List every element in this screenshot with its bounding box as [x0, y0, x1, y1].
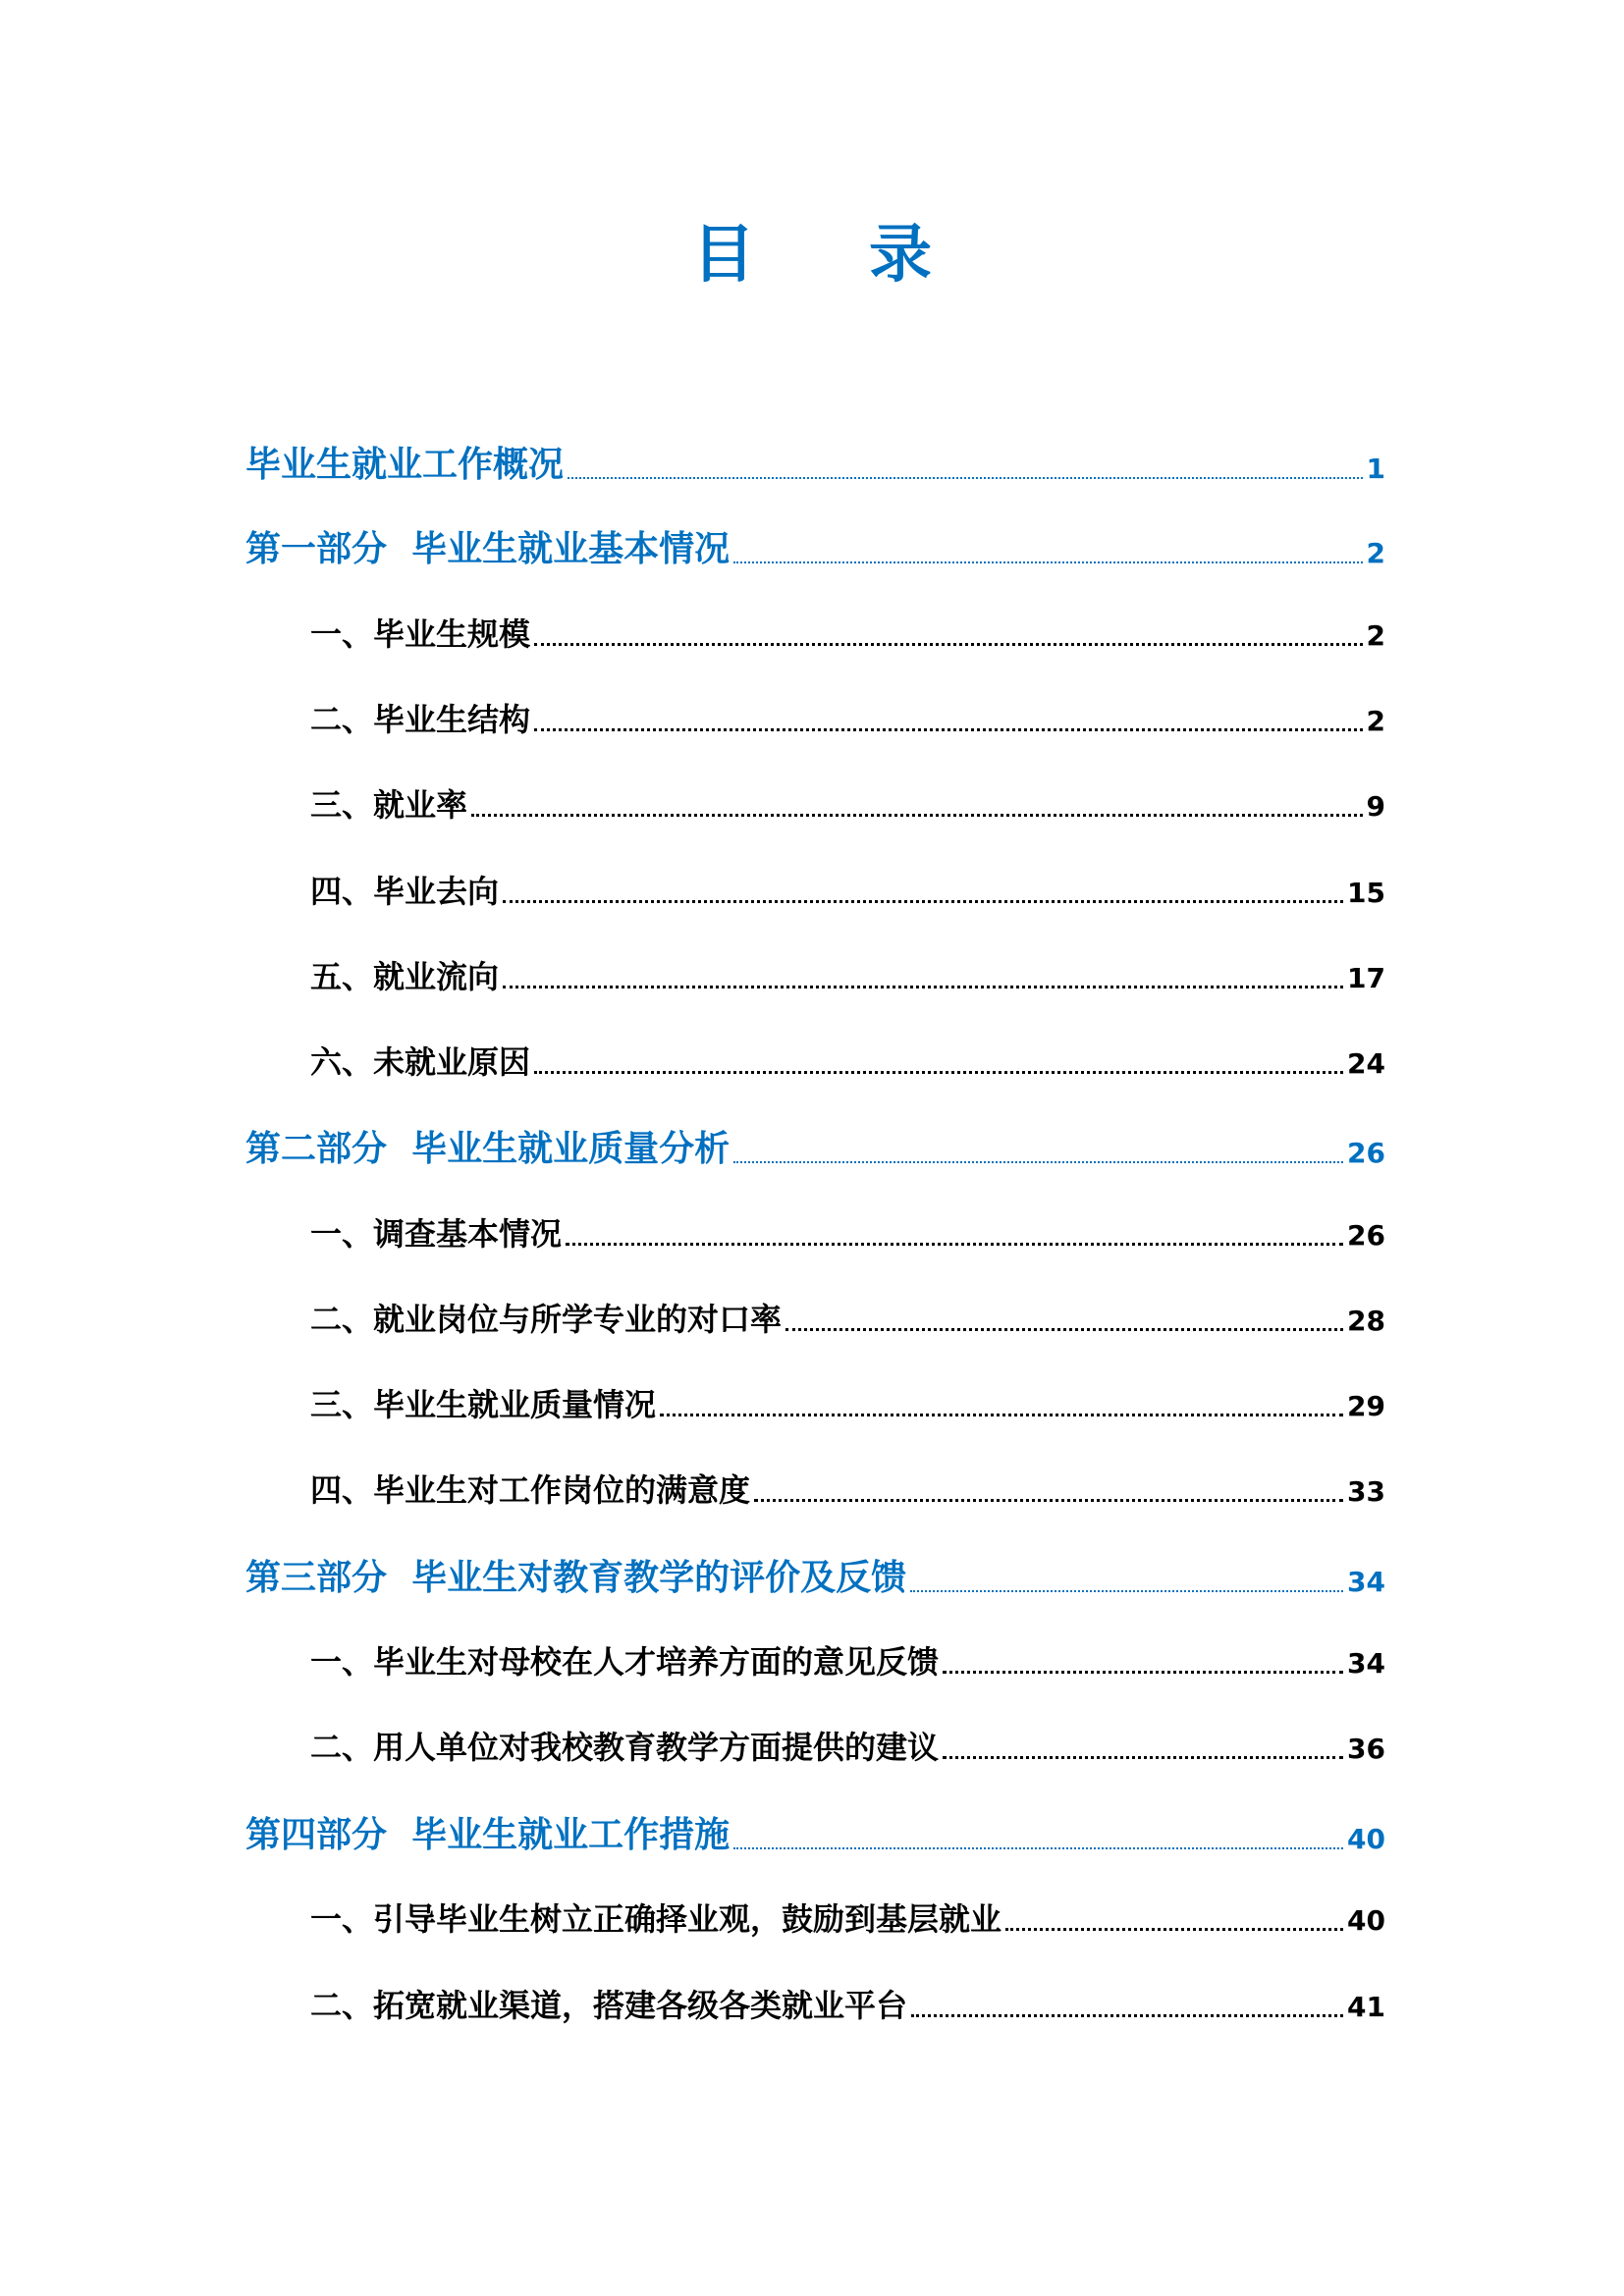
toc-dot-leader [911, 2014, 1343, 2017]
toc-entry-label: 第一部分 毕业生就业基本情况 [245, 529, 731, 569]
toc-entry-label: 一、引导毕业生树立正确择业观，鼓励到基层就业 [310, 1900, 1002, 1938]
toc-entry-section[interactable] [245, 1120, 1385, 1169]
toc-page-number: 2 [1366, 705, 1385, 737]
toc-entry-subsection[interactable] [310, 1980, 1385, 2023]
toc-entry-subsection[interactable] [310, 1465, 1385, 1508]
toc-page-number: 36 [1347, 1733, 1385, 1765]
toc-entry-subsection[interactable] [310, 1294, 1385, 1337]
toc-dot-leader [910, 1590, 1343, 1592]
toc-entry-label: 五、就业流向 [310, 958, 500, 995]
toc-dot-leader [503, 986, 1343, 988]
toc-entry-subsection[interactable] [310, 609, 1385, 652]
toc-page-number: 17 [1347, 962, 1385, 994]
toc-dot-leader [566, 1243, 1343, 1246]
toc-entry-label: 四、毕业去向 [310, 873, 500, 910]
toc-entry-label: 二、毕业生结构 [310, 701, 531, 738]
toc-entry-subsection[interactable] [310, 951, 1385, 994]
toc-entry-subsection[interactable] [310, 1208, 1385, 1252]
toc-entry-subsection[interactable] [310, 1894, 1385, 1937]
toc-page-number: 15 [1347, 877, 1385, 909]
toc-dot-leader [785, 1328, 1343, 1331]
toc-dot-leader [943, 1756, 1343, 1759]
toc-dot-leader [471, 814, 1363, 817]
toc-dot-leader [534, 643, 1363, 646]
toc-dot-leader [733, 1847, 1343, 1849]
toc-entry-subsection[interactable] [310, 1379, 1385, 1422]
toc-entry-subsection[interactable] [310, 1722, 1385, 1765]
toc-page-number: 1 [1366, 453, 1385, 485]
toc-page-number: 34 [1347, 1566, 1385, 1598]
toc-page-number: 40 [1347, 1823, 1385, 1855]
toc-dot-leader [568, 477, 1363, 479]
toc-entry-label: 四、毕业生对工作岗位的满意度 [310, 1471, 751, 1509]
toc-entry-label: 三、毕业生就业质量情况 [310, 1386, 657, 1423]
toc-entry-section[interactable] [245, 1549, 1385, 1598]
toc-entry-section[interactable] [245, 436, 1385, 485]
toc-entry-subsection[interactable] [310, 1636, 1385, 1680]
toc-entry-label: 第四部分 毕业生就业工作措施 [245, 1815, 731, 1855]
toc-page-number: 24 [1347, 1047, 1385, 1080]
toc-entry-section[interactable] [245, 1806, 1385, 1855]
toc-entry-subsection[interactable] [310, 1037, 1385, 1080]
toc-entry-label: 二、拓宽就业渠道，搭建各级各类就业平台 [310, 1987, 908, 2024]
toc-entry-label: 二、用人单位对我校教育教学方面提供的建议 [310, 1729, 940, 1766]
toc-entry-label: 一、调查基本情况 [310, 1215, 563, 1253]
toc-entry-subsection[interactable] [310, 779, 1385, 823]
toc-entry-subsection[interactable] [310, 694, 1385, 737]
toc-dot-leader [943, 1671, 1343, 1674]
toc-page-number: 26 [1347, 1219, 1385, 1252]
toc-entry-label: 二、就业岗位与所学专业的对口率 [310, 1301, 783, 1338]
toc-entry-label: 第二部分 毕业生就业质量分析 [245, 1129, 731, 1169]
toc-dot-leader [534, 728, 1363, 731]
toc-page-number: 2 [1366, 537, 1385, 569]
toc-entry-label: 三、就业率 [310, 786, 468, 824]
toc-page-number: 28 [1347, 1305, 1385, 1337]
toc-entry-label: 一、毕业生规模 [310, 615, 531, 653]
toc-dot-leader [534, 1071, 1343, 1074]
toc-dot-leader [733, 1161, 1343, 1163]
toc-entry-label: 第三部分 毕业生对教育教学的评价及反馈 [245, 1558, 907, 1598]
toc-dot-leader [503, 900, 1343, 903]
toc-dot-leader [660, 1414, 1343, 1416]
toc-entry-subsection[interactable] [310, 866, 1385, 909]
toc-entry-label: 毕业生就业工作概况 [245, 445, 565, 485]
toc-entry-section[interactable] [245, 520, 1385, 569]
toc-page-number: 41 [1347, 1991, 1385, 2023]
toc-dot-leader [754, 1499, 1343, 1502]
toc-entry-label: 六、未就业原因 [310, 1043, 531, 1081]
toc-page-number: 33 [1347, 1475, 1385, 1508]
toc-page-number: 40 [1347, 1904, 1385, 1937]
toc-entry-label: 一、毕业生对母校在人才培养方面的意见反馈 [310, 1643, 940, 1681]
toc-page-number: 29 [1347, 1390, 1385, 1422]
toc-page-number: 34 [1347, 1647, 1385, 1680]
toc-page-number: 9 [1366, 790, 1385, 823]
toc-dot-leader [1005, 1928, 1343, 1931]
toc-title-char-1: 目 [692, 219, 755, 292]
toc-page-number: 2 [1366, 619, 1385, 652]
toc-dot-leader [733, 561, 1362, 563]
toc-title-char-2: 录 [869, 219, 932, 292]
toc-page-number: 26 [1347, 1137, 1385, 1169]
